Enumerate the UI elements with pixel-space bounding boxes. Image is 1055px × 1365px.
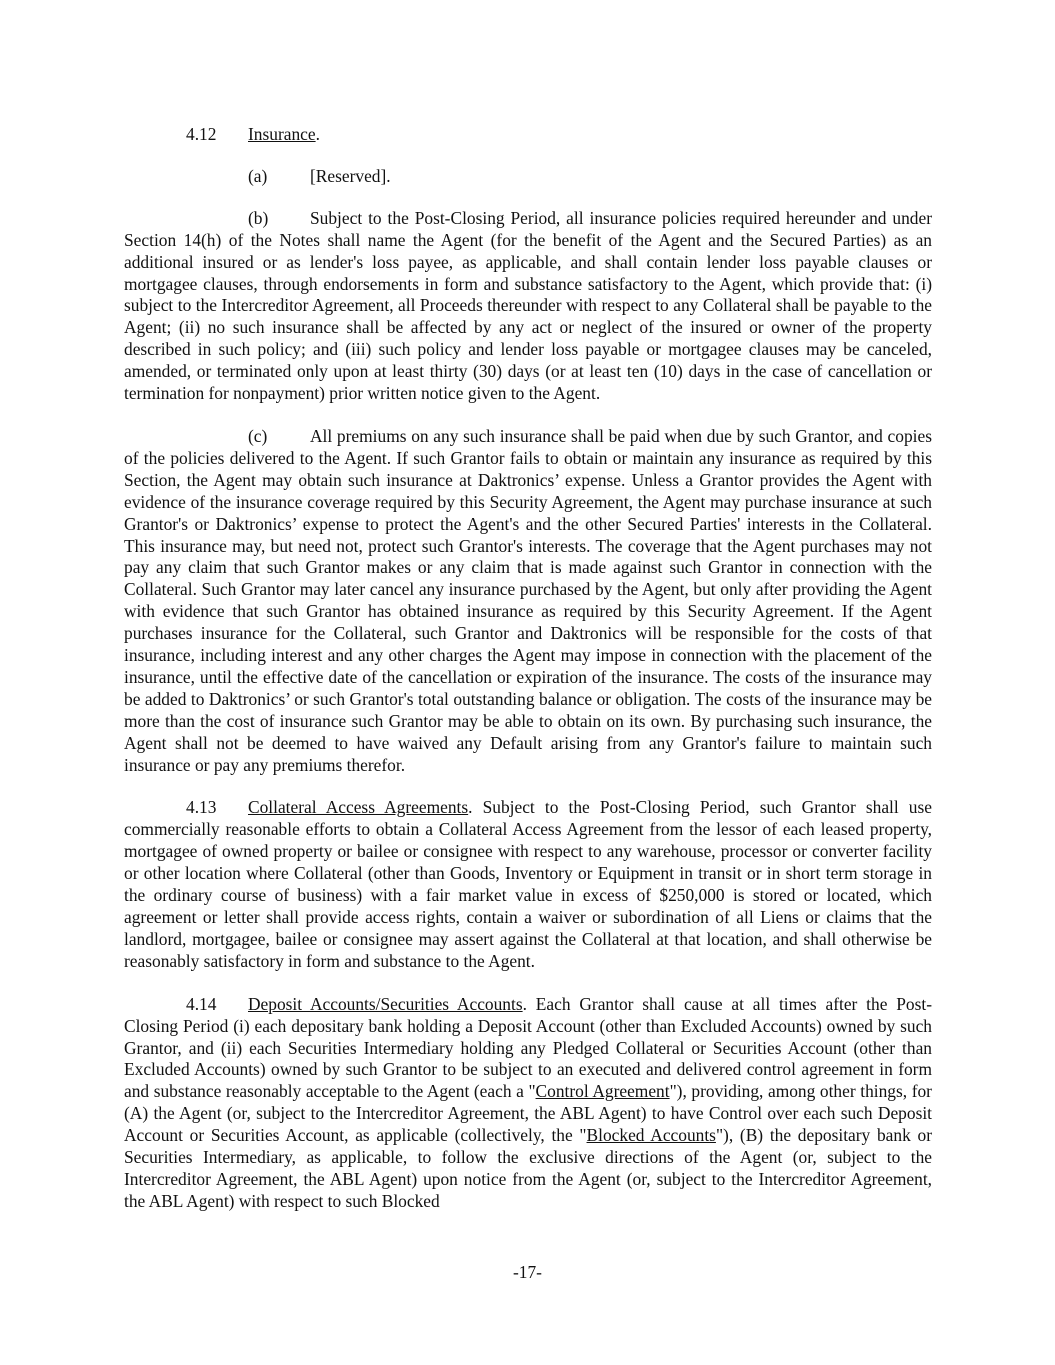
subsection-c-paragraph <box>124 426 932 777</box>
section-number: 4.14 <box>186 993 217 1014</box>
page-body <box>124 124 932 1234</box>
section-text-2: "), providing, among other things, for (A) the Agent (or, subject to the Intercreditor Agreement, the ABL Agent) to have Control over each such Deposit Account or Securities Account, as applicable (collectively, the " <box>124 1081 932 1146</box>
subsection-a <box>124 166 932 188</box>
section-text-1: . Each Grantor shall cause at all times after the Post-Closing Period (i) each depositary bank holding a Deposit Account (other than Excluded Accounts) owned by such Grantor, and (ii) each Securities Intermediary holding any Pledged Collateral or Securities Account (other than Excluded Accounts) owned by such Grantor to be subject to an executed and delivered control agreement in form and substance reasonably acceptable to the Agent (each a " <box>124 993 932 1102</box>
subsection-label: (a) <box>248 165 268 186</box>
section-4-14-paragraph <box>124 994 932 1213</box>
subsection-label: (c) <box>248 425 268 446</box>
section-title-suffix: . <box>315 124 320 144</box>
section-title: Collateral Access Agreements <box>248 797 469 818</box>
section-title: Insurance <box>248 124 316 144</box>
subsection-label: (b) <box>248 207 269 228</box>
page-number: -17- <box>513 1262 542 1282</box>
section-text: . Subject to the Post-Closing Period, such Grantor shall use commercially reasonable efforts to obtain a Collateral Access Agreement from the lessor of each leased property, mortgagee of owned property or bailee or consignee with respect to any warehouse, processor or converter facility or other location where Collateral (other than Goods, Inventory or Equipment in transit or in short term storage in the ordinary course of business) with a fair market value in excess of $250,000 is stored or located, which agreement or letter shall provide access rights, contain a waiver or subordination of all Liens or claims that the landlord, mortgagee, bailee or consignee may assert against the Collateral at that location, and shall otherwise be reasonably satisfactory in form and substance to the Agent. <box>124 797 932 971</box>
section-number: 4.12 <box>186 124 217 144</box>
defined-term-control-agreement: Control Agreement <box>535 1081 670 1102</box>
defined-term-blocked-accounts: Blocked Accounts <box>586 1125 716 1146</box>
subsection-text: All premiums on any such insurance shall be paid when due by such Grantor, and copies of the policies delivered to the Agent. If such Grantor fails to obtain or maintain any insurance as required by this Section, the Agent may obtain such insurance at Daktronics’ expense. Unless a Grantor provides the Agent with evidence of the insurance coverage required by this Security Agreement, the Agent may purchase insurance at such Grantor's or Daktronics’ expense to protect the Agent's and the other Secured Parties' interests in the Collateral. This insurance may, but need not, protect such Grantor's interests. The coverage that the Agent purchases may not pay any claim that such Grantor makes or any claim that is made against such Grantor in connection with the Collateral. Such Grantor may later cancel any insurance purchased by the Agent, but only after providing the Agent with evidence that such Grantor has obtained insurance as required by this Security Agreement. If the Agent purchases insurance for the Collateral, such Grantor and Daktronics will be responsible for the costs of that insurance, including interest and any other charges the Agent may impose in connection with the placement of the insurance, until the effective date of the cancellation or expiration of the insurance. The costs of the insurance may be added to Daktronics’ or such Grantor's total outstanding balance or obligation. The costs of the insurance may be more than the cost of insurance such Grantor may be able to obtain on its own. By purchasing such insurance, the Agent shall not be deemed to have waived any Default arising from any Grantor's failure to maintain such insurance or pay any premiums therefor. <box>124 425 932 775</box>
subsection-b-paragraph <box>124 208 932 405</box>
section-title: Deposit Accounts/Securities Accounts <box>248 993 523 1014</box>
subsection-text: [Reserved]. <box>310 165 391 186</box>
section-4-12-heading <box>124 124 932 146</box>
section-text-3: "), (B) the depositary bank or Securities Intermediary, as applicable, to follow the exclusive directions of the Agent (or, subject to the Intercreditor Agreement, the ABL Agent) upon notice from the Agent (or, subject to the Intercreditor Agreement, the ABL Agent) with respect to such Blocked <box>124 1125 932 1211</box>
subsection-text: Subject to the Post-Closing Period, all insurance policies required hereunder and under Section 14(h) of the Notes shall name the Agent (for the benefit of the Agent and the Secured Parties) as an additional insured or as lender's loss payee, as applicable, and shall contain lender loss payable clauses or mortgagee clauses, through endorsements in form and substance satisfactory to the Agent, which provide that: (i) subject to the Intercreditor Agreement, all Proceeds thereunder with respect to any Collateral shall be payable to the Agent; (ii) no such insurance shall be affected by any act or neglect of the insured or owner of the property described in such policy; and (iii) such policy and lender loss payable or mortgagee clauses may be canceled, amended, or terminated only upon at least thirty (30) days (or at least ten (10) days in the case of cancellation or termination for nonpayment) prior written notice given to the Agent. <box>124 207 932 404</box>
section-4-13-paragraph <box>124 797 932 972</box>
section-number: 4.13 <box>186 797 217 818</box>
